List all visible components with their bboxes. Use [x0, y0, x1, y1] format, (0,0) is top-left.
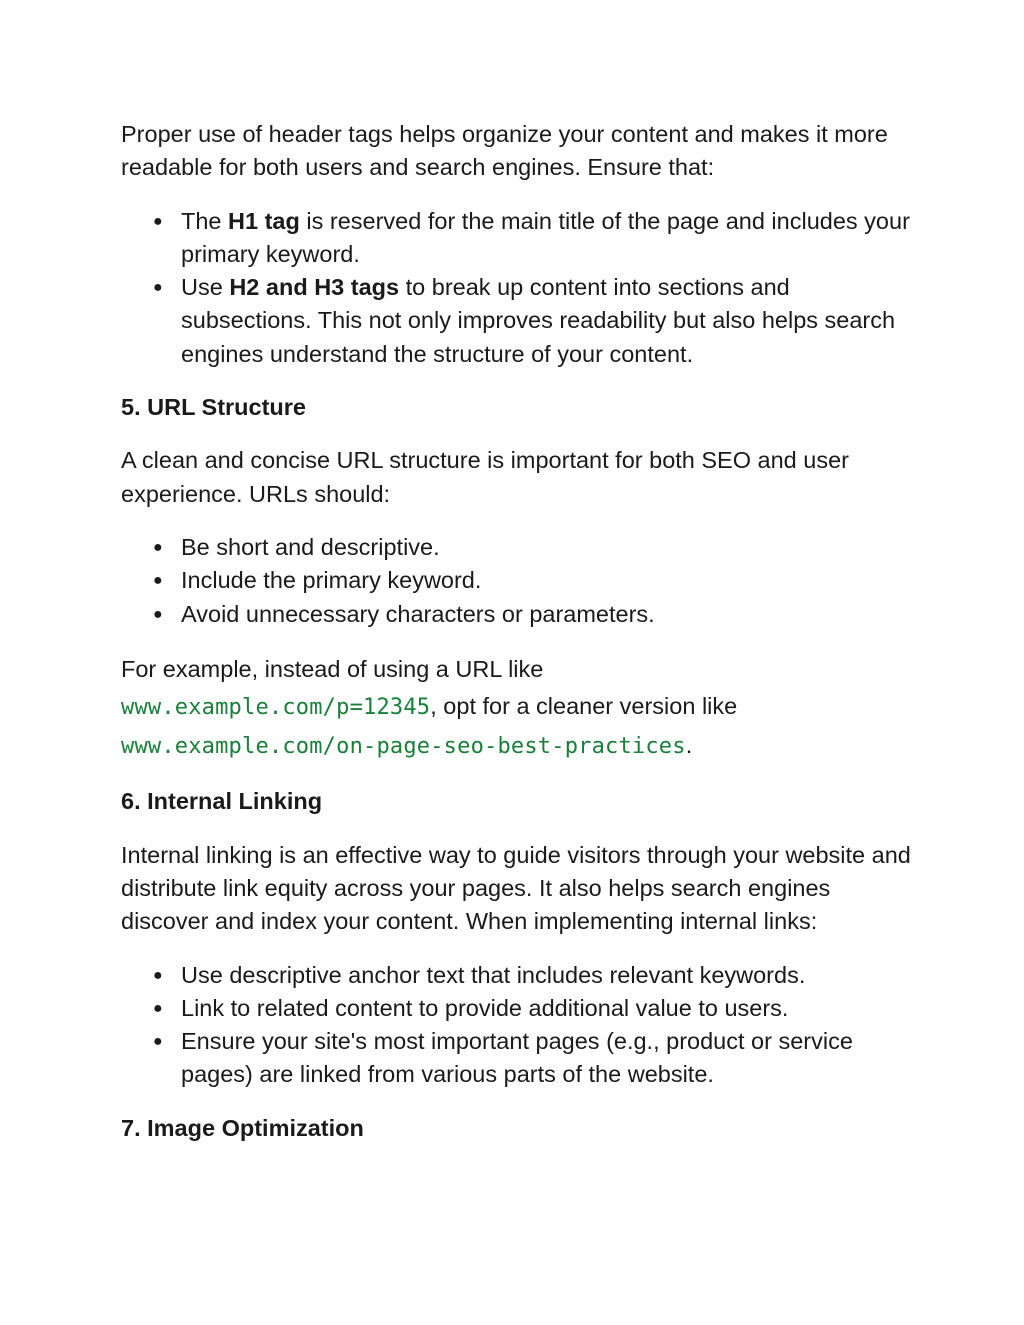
list-item-text-post: to break up content into sections and subsections. This not only improves readability but also helps search engines understand the structure of your content. — [181, 274, 896, 367]
url-structure-list — [121, 531, 911, 631]
good-url-code: www.example.com/on-page-seo-best-practices — [121, 733, 686, 759]
list-item-text: Ensure your site's most important pages (e.g., product or service pages) are linked from various parts of the website. — [181, 1028, 853, 1088]
bullet-icon: ● — [153, 212, 163, 230]
bullet-icon: ● — [153, 999, 163, 1017]
list-item — [121, 1025, 911, 1092]
list-item — [121, 959, 911, 992]
list-item-text: Link to related content to provide additional value to users. — [181, 994, 789, 1021]
list-item-text: Avoid unnecessary characters or parameters. — [181, 600, 655, 627]
document-page — [121, 118, 911, 1165]
bullet-icon: ● — [153, 605, 163, 623]
list-item-text: Use descriptive anchor text that includes relevant keywords. — [181, 961, 806, 988]
example-end-text: . — [685, 731, 693, 758]
list-item — [121, 992, 911, 1025]
list-item — [121, 531, 911, 564]
url-structure-paragraph: A clean and concise URL structure is important for both SEO and user experience. URLs should: — [121, 447, 849, 507]
bullet-icon: ● — [153, 279, 163, 297]
bullet-icon: ● — [153, 538, 163, 556]
bad-url-code: www.example.com/p=12345 — [121, 695, 431, 721]
list-item-text-post: is reserved for the main title of the page and includes your primary keyword. — [181, 207, 910, 267]
section-heading-internal-linking: 6. Internal Linking — [121, 788, 323, 815]
internal-linking-paragraph: Internal linking is an effective way to guide visitors through your website and distribute link equity across your pages. It also helps search engines discover and index your content. When implementing internal links: — [121, 841, 911, 935]
list-item — [121, 205, 911, 272]
bullet-icon: ● — [153, 966, 163, 984]
list-item — [121, 598, 911, 631]
example-lead-text: For example, instead of using a URL like — [121, 655, 544, 682]
internal-linking-list — [121, 959, 911, 1092]
list-item-text-pre: Use — [181, 274, 230, 301]
list-item-text-pre: The — [181, 207, 229, 234]
header-tags-list — [121, 205, 911, 371]
list-item-bold: H1 tag — [228, 207, 300, 234]
bullet-icon: ● — [153, 572, 163, 590]
section-heading-image-optimization: 7. Image Optimization — [121, 1114, 364, 1141]
intro-paragraph: Proper use of header tags helps organize your content and makes it more readable for both users and search engines. Ensure that: — [121, 121, 888, 181]
list-item-text: Include the primary keyword. — [181, 567, 482, 594]
section-heading-url-structure: 5. URL Structure — [121, 394, 306, 421]
list-item — [121, 564, 911, 597]
bullet-icon: ● — [153, 1033, 163, 1051]
example-middle-text: , opt for a cleaner version like — [430, 693, 738, 720]
list-item-bold: H2 and H3 tags — [229, 274, 400, 301]
url-example-paragraph — [121, 651, 911, 766]
list-item-text: Be short and descriptive. — [181, 533, 440, 560]
list-item — [121, 271, 911, 371]
